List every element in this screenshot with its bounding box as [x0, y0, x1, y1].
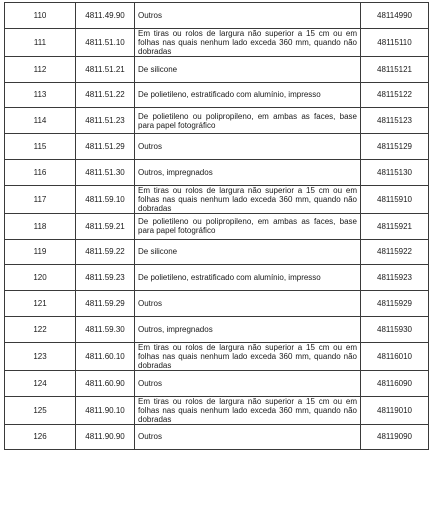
description-cell: De polietileno ou polipropileno, em ambas as faces, base para papel fotográfico — [135, 108, 361, 134]
description-cell: Outros — [135, 370, 361, 396]
table-row — [5, 316, 429, 342]
reference-code-cell: 48119010 — [361, 396, 429, 424]
ncm-code-cell: 4811.51.29 — [76, 134, 135, 160]
item-number-cell: 123 — [5, 342, 76, 370]
description-cell: De silicone — [135, 239, 361, 265]
item-number-cell: 110 — [5, 3, 76, 29]
item-number-cell: 122 — [5, 316, 76, 342]
reference-code-cell: 48114990 — [361, 3, 429, 29]
reference-code-cell: 48115929 — [361, 291, 429, 317]
description-cell: Em tiras ou rolos de largura não superior a 15 cm ou em folhas nas quais nenhum lado exceda 360 mm, quando não dobradas — [135, 396, 361, 424]
reference-code-cell: 48115130 — [361, 159, 429, 185]
reference-code-cell: 48119090 — [361, 424, 429, 450]
table-row — [5, 239, 429, 265]
ncm-code-cell: 4811.51.30 — [76, 159, 135, 185]
reference-code-cell: 48115910 — [361, 185, 429, 213]
item-number-cell: 117 — [5, 185, 76, 213]
table-row — [5, 342, 429, 370]
reference-code-cell: 48115123 — [361, 108, 429, 134]
reference-code-cell: 48116090 — [361, 370, 429, 396]
table-row — [5, 396, 429, 424]
reference-code-cell: 48115921 — [361, 213, 429, 239]
table-row — [5, 159, 429, 185]
description-cell: Outros — [135, 134, 361, 160]
description-cell: Outros — [135, 291, 361, 317]
reference-code-cell: 48115930 — [361, 316, 429, 342]
reference-code-cell: 48115121 — [361, 56, 429, 82]
description-cell: Outros — [135, 3, 361, 29]
item-number-cell: 124 — [5, 370, 76, 396]
reference-code-cell: 48115923 — [361, 265, 429, 291]
item-number-cell: 121 — [5, 291, 76, 317]
ncm-code-cell: 4811.59.22 — [76, 239, 135, 265]
ncm-code-cell: 4811.90.10 — [76, 396, 135, 424]
reference-code-cell: 48115129 — [361, 134, 429, 160]
table-row — [5, 265, 429, 291]
item-number-cell: 111 — [5, 28, 76, 56]
ncm-table-body — [5, 3, 429, 450]
ncm-code-cell: 4811.49.90 — [76, 3, 135, 29]
ncm-code-cell: 4811.51.23 — [76, 108, 135, 134]
reference-code-cell: 48115922 — [361, 239, 429, 265]
reference-code-cell: 48116010 — [361, 342, 429, 370]
item-number-cell: 118 — [5, 213, 76, 239]
table-row — [5, 185, 429, 213]
ncm-code-cell: 4811.59.29 — [76, 291, 135, 317]
table-row — [5, 3, 429, 29]
description-cell: Outros — [135, 424, 361, 450]
item-number-cell: 116 — [5, 159, 76, 185]
description-cell: Outros, impregnados — [135, 316, 361, 342]
ncm-code-cell: 4811.60.10 — [76, 342, 135, 370]
reference-code-cell: 48115122 — [361, 82, 429, 108]
table-row — [5, 56, 429, 82]
ncm-code-cell: 4811.60.90 — [76, 370, 135, 396]
item-number-cell: 113 — [5, 82, 76, 108]
table-row — [5, 291, 429, 317]
description-cell: Em tiras ou rolos de largura não superior a 15 cm ou em folhas nas quais nenhum lado exceda 360 mm, quando não dobradas — [135, 28, 361, 56]
ncm-code-cell: 4811.59.10 — [76, 185, 135, 213]
ncm-code-cell: 4811.51.10 — [76, 28, 135, 56]
reference-code-cell: 48115110 — [361, 28, 429, 56]
description-cell: Em tiras ou rolos de largura não superior a 15 cm ou em folhas nas quais nenhum lado exceda 360 mm, quando não dobradas — [135, 342, 361, 370]
ncm-code-cell: 4811.51.22 — [76, 82, 135, 108]
ncm-code-cell: 4811.59.23 — [76, 265, 135, 291]
description-cell: De polietileno, estratificado com alumínio, impresso — [135, 82, 361, 108]
table-row — [5, 108, 429, 134]
table-row — [5, 28, 429, 56]
table-row — [5, 134, 429, 160]
item-number-cell: 126 — [5, 424, 76, 450]
description-cell: Em tiras ou rolos de largura não superior a 15 cm ou em folhas nas quais nenhum lado exceda 360 mm, quando não dobradas — [135, 185, 361, 213]
item-number-cell: 119 — [5, 239, 76, 265]
ncm-table — [4, 2, 429, 450]
item-number-cell: 115 — [5, 134, 76, 160]
item-number-cell: 125 — [5, 396, 76, 424]
table-row — [5, 213, 429, 239]
ncm-code-cell: 4811.90.90 — [76, 424, 135, 450]
ncm-code-cell: 4811.59.30 — [76, 316, 135, 342]
description-cell: De polietileno ou polipropileno, em ambas as faces, base para papel fotográfico — [135, 213, 361, 239]
table-row — [5, 370, 429, 396]
table-row — [5, 424, 429, 450]
table-row — [5, 82, 429, 108]
item-number-cell: 112 — [5, 56, 76, 82]
item-number-cell: 120 — [5, 265, 76, 291]
ncm-code-cell: 4811.51.21 — [76, 56, 135, 82]
description-cell: De polietileno, estratificado com alumínio, impresso — [135, 265, 361, 291]
description-cell: De silicone — [135, 56, 361, 82]
ncm-code-cell: 4811.59.21 — [76, 213, 135, 239]
description-cell: Outros, impregnados — [135, 159, 361, 185]
item-number-cell: 114 — [5, 108, 76, 134]
